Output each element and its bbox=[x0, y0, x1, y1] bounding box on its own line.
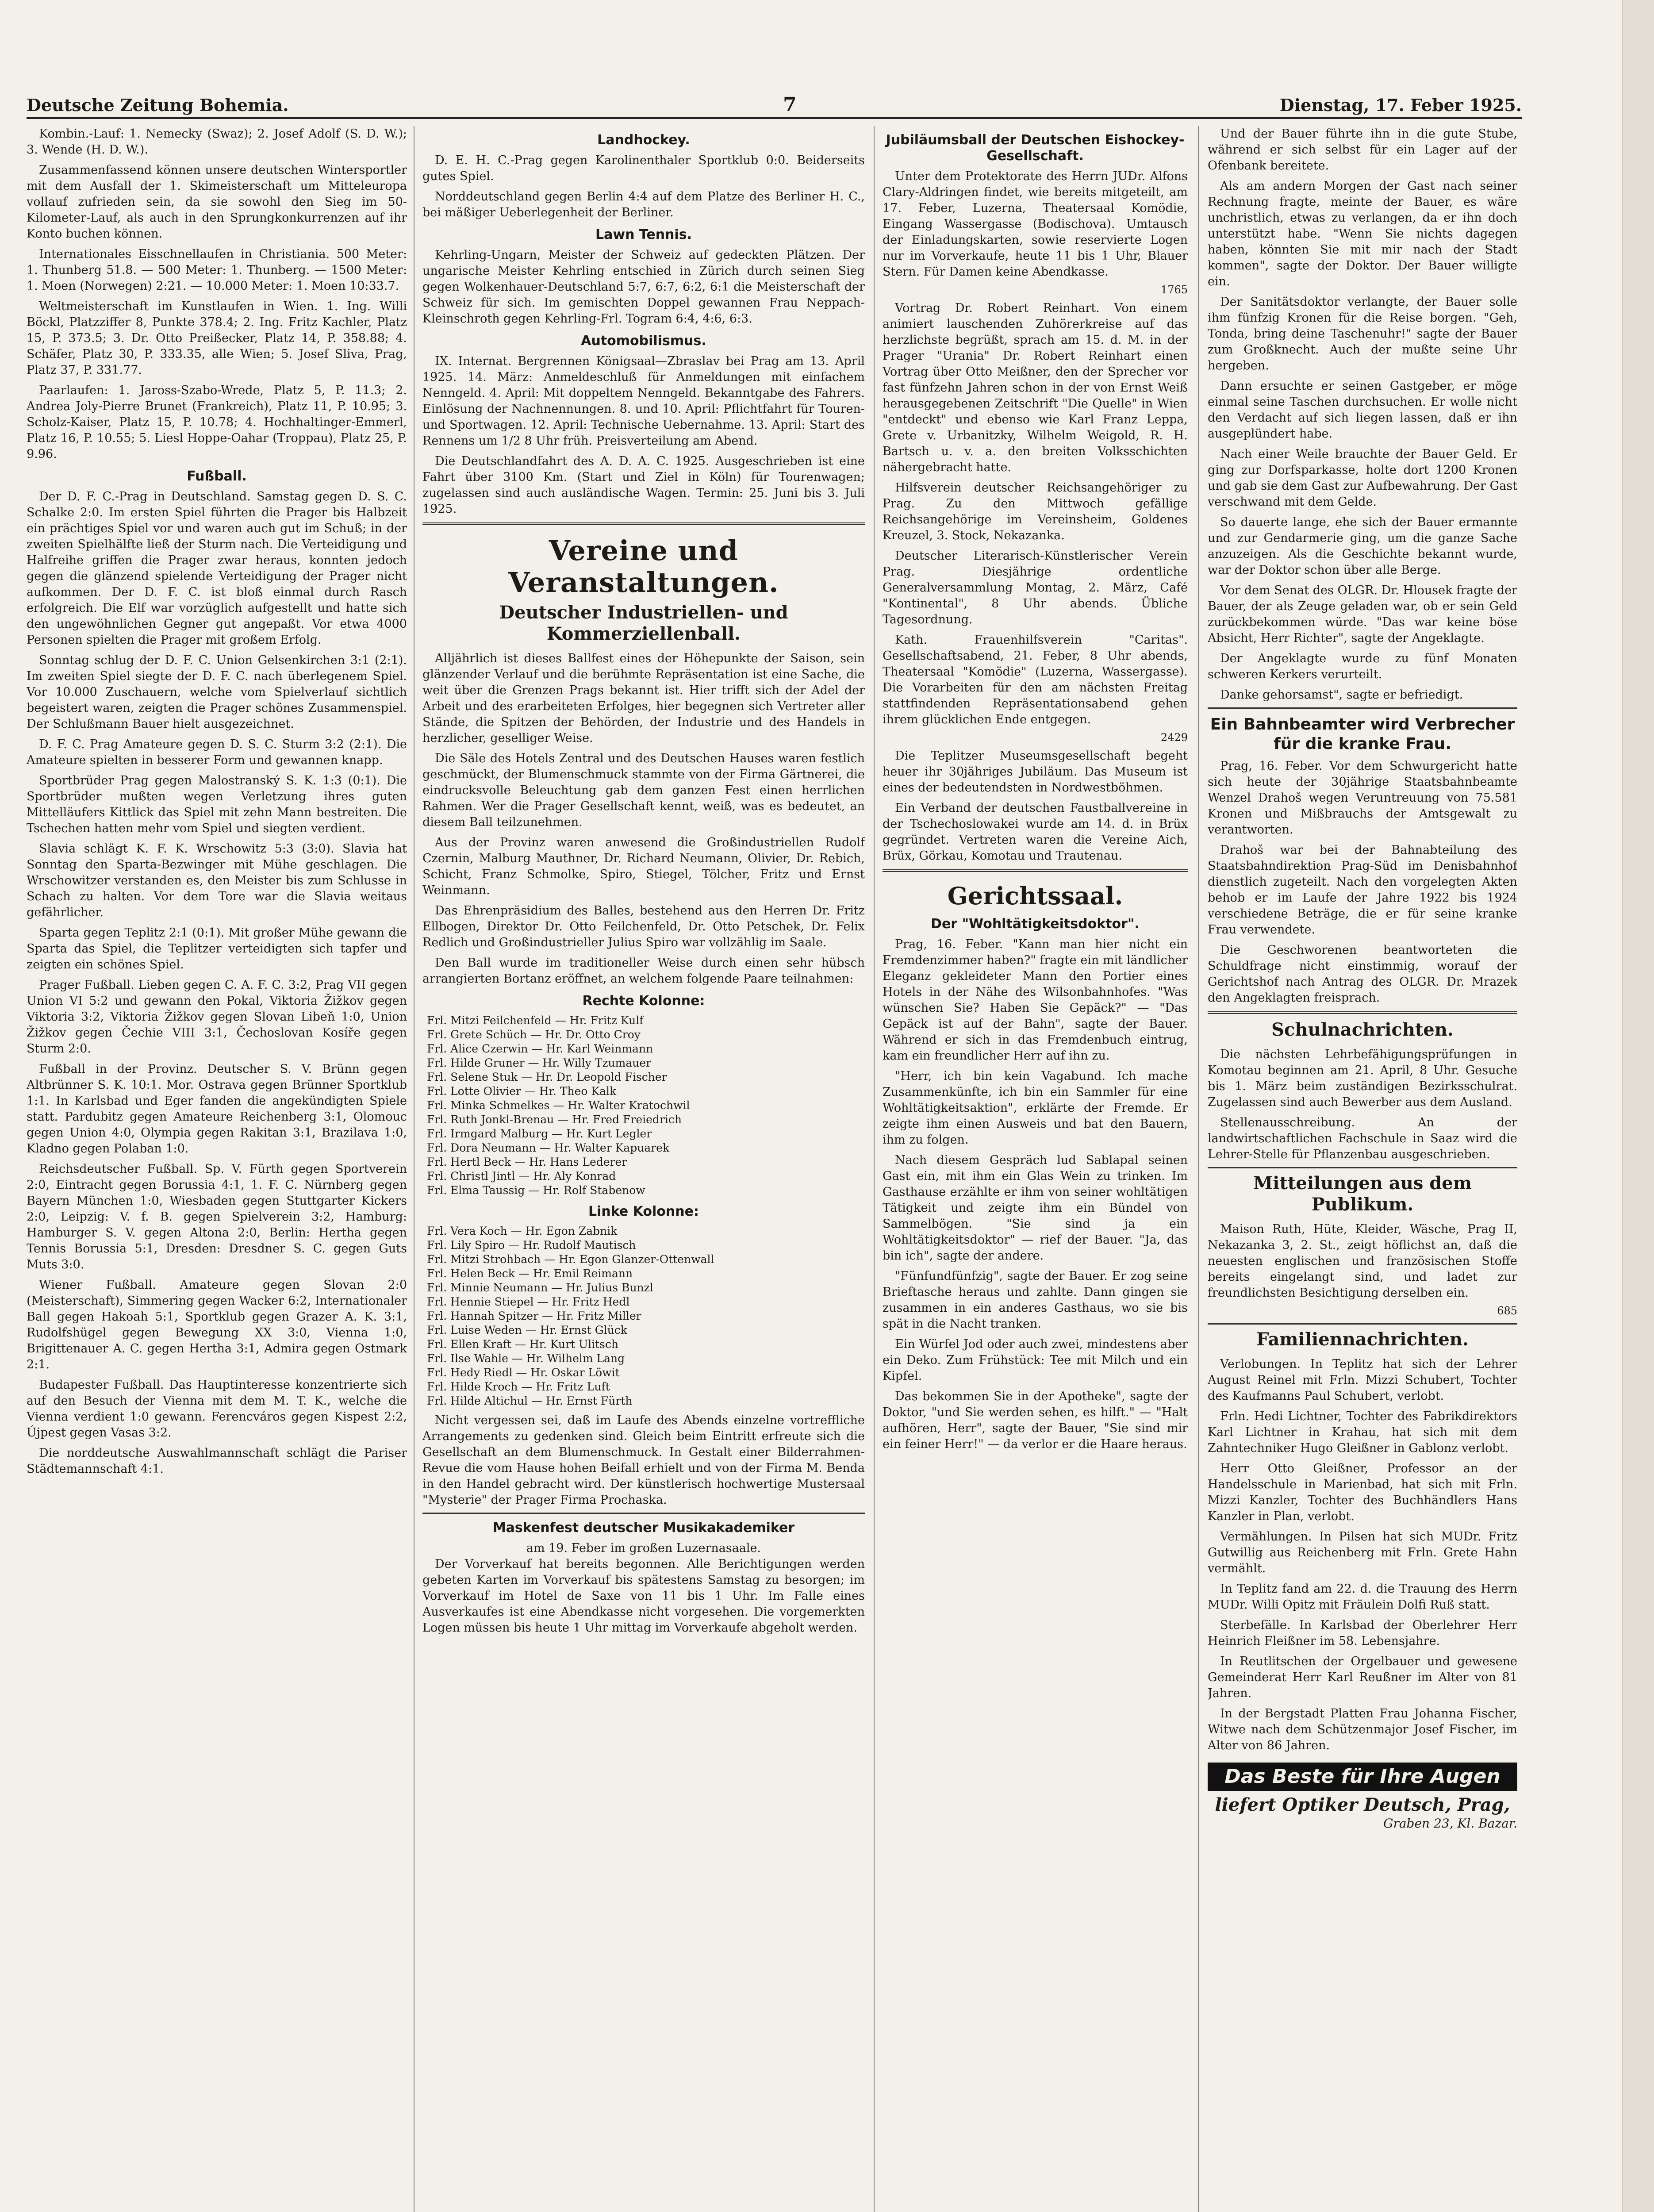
article-paragraph: Das Ehrenpräsidium des Balles, bestehend aus den Herren Dr. Fritz Ellbogen, Direktor Dr. Otto Feilchenfeld, Dr. Otto Petschek, Dr. Felix Redlich und Großindustrieller Julius Spiro war vollzählig im Saale. bbox=[422, 904, 865, 949]
article-paragraph: Wiener Fußball. Amateure gegen Slovan 2:0 (Meisterschaft), Simmering gegen Wacker 6:2, Internationaler Ball gegen Hakoah 5:1, Sportklub gegen Grazer A. K. 3:1, Rudolfshügel gegen Bewegung XX 3:0, Vienna 1:0, Brigittenauer A. C. gegen Hertha 3:1, Admira gegen Ostmark 2:1. bbox=[27, 1278, 407, 1371]
article-paragraph: "Herr, ich bin kein Vagabund. Ich mache Zusammenkünfte, ich bin ein Sammler für eine Wohltätigkeitsaktion", erklärte der Fremde. Er zeigte ihm einen Ausweis und bat den Bauern, ihm zu folgen. bbox=[883, 1069, 1188, 1147]
list-item: Frl. Helen Beck — Hr. Emil Reimann bbox=[427, 1267, 633, 1280]
article-paragraph: Als am andern Morgen der Gast nach seiner Rechnung fragte, meinte der Bauer, es wäre unchristlich, etwas zu verlangen, da er ihn doch unterstützt habe. "Wenn Sie nichts dagegen haben, könnten Sie mit mir nach der Stadt kommen", sagte der Doktor. Der Bauer willigte ein. bbox=[1208, 179, 1517, 288]
article-paragraph: Norddeutschland gegen Berlin 4:4 auf dem Platze des Berliner H. C., bei mäßiger Ueberlegenheit der Berliner. bbox=[422, 190, 865, 219]
column-announcements bbox=[1208, 126, 1517, 2212]
section-divider bbox=[422, 522, 865, 525]
article-paragraph: Die nächsten Lehrbefähigungsprüfungen in Komotau beginnen am 21. April, 8 Uhr. Gesuche bis 1. März beim zuständigen Bezirksschulrat. Zugelassen sind auch Bewerber aus dem Ausland. bbox=[1208, 1048, 1517, 1109]
section-divider bbox=[1208, 1011, 1517, 1014]
list-item: Frl. Dora Neumann — Hr. Walter Kapuarek bbox=[427, 1141, 670, 1154]
article-paragraph: Nach einer Weile brauchte der Bauer Geld. Er ging zur Dorfsparkasse, holte dort 1200 Kronen und gab sie dem Gast zur Aufbewahrung. Der Gast verschwand mit dem Gelde. bbox=[1208, 447, 1517, 509]
section-heading-gerichtssaal: Gerichtssaal. bbox=[947, 882, 1123, 910]
article-paragraph: Der D. F. C.-Prag in Deutschland. Samstag gegen D. S. C. Schalke 2:0. Im ersten Spiel führten die Prager bis Halbzeit ein prächtiges Spiel vor und waren auch gut im Schuß; in der zweiten Spielhälfte ließ der Sturm nach. Die Verteidigung und Halfreihe griffen die Prager zwar heraus, konnten jedoch gegen die glänzend spielende Verteidigung der Prager nicht aufkommen. Der D. F. C. ist bloß einmal durch Rasch erfolgreich. Die Elf war vorzüglich aufgestellt und hatte sich den ungewöhnlichen Gegner gut angepaßt. Vor etwa 4000 Personen spielten die Prager mit großem Erfolg. bbox=[27, 490, 407, 647]
advertisement-paragraph: Maison Ruth, Hüte, Kleider, Wäsche, Prag II, Nekazanka 3, 2. St., zeigt höflichst an, daß die neuesten englischen und französischen Stoffe bereits eingelangt sind, und ladet zur freundlichsten Besichtigung derselben ein. bbox=[1208, 1222, 1517, 1300]
list-heading-rechte: Rechte Kolonne: bbox=[582, 993, 705, 1009]
list-item: Frl. Hilde Kroch — Hr. Fritz Luft bbox=[427, 1380, 610, 1393]
article-headline-ball: Deutscher Industriellen- und Kommerziellenball. bbox=[499, 602, 788, 644]
ad-reference-number: 685 bbox=[1497, 1305, 1517, 1317]
article-paragraph: Die Deutschlandfahrt des A. D. A. C. 1925. Ausgeschrieben ist eine Fahrt über 3100 Km. (Start und Ziel in Köln) für Tourenwagen; zugelassen sind auch ausländische Wagen. Termin: 25. Juni bis 3. Juli 1925. bbox=[422, 454, 865, 516]
list-item: Frl. Ilse Wahle — Hr. Wilhelm Lang bbox=[427, 1352, 625, 1365]
article-subheadline: am 19. Feber im großen Luzernasaale. bbox=[526, 1541, 761, 1555]
article-paragraph: Kath. Frauenhilfsverein "Caritas". Gesellschaftsabend, 21. Feber, 8 Uhr abends, Theatersaal "Komödie" (Luzerna, Wassergasse). Die Vorarbeiten für den am nächsten Freitag stattfindenden Repräsentationsabend gehen ihrem glücklichen Ende entgegen. bbox=[883, 633, 1188, 726]
list-item: Frl. Hannah Spitzer — Hr. Fritz Miller bbox=[427, 1310, 641, 1322]
list-item: Frl. Luise Weden — Hr. Ernst Glück bbox=[427, 1324, 627, 1336]
article-paragraph: Alljährlich ist dieses Ballfest eines der Höhepunkte der Saison, sein glänzender Verlauf und die berühmte Repräsentation ist eine Sache, die weit über die Grenzen Prags bekannt ist. Hier trifft sich der Adel der Arbeit und des erarbeiteten Erfolges, hier begegnen sich Vertreter aller Stände, die Spitzen der Behörden, der Industrie und des Handels in herzlicher, geselliger Weise. bbox=[422, 652, 865, 745]
list-item: Frl. Ellen Kraft — Hr. Kurt Ulitsch bbox=[427, 1338, 619, 1351]
article-paragraph: D. F. C. Prag Amateure gegen D. S. C. Sturm 3:2 (2:1). Die Amateure spielten in besserer Form und gewannen knapp. bbox=[27, 737, 407, 767]
article-paragraph: Vortrag Dr. Robert Reinhart. Von einem animiert lauschenden Zuhörerkreise auf das herzlichste begrüßt, sprach am 15. d. M. in der Prager "Urania" Dr. Robert Reinhart einen Vortrag über Otto Meißner, den der Sprecher vor fast fünfzehn Jahren schon in der von Ernst Weiß herausgegebenen Zeitschrift "Die Quelle" in Wien "entdeckt" und ebenso wie Karl Franz Leppa, Grete v. Urbanitzky, Wilhelm Weigold, R. H. Bartsch u. v. a. den breiten Volksschichten nähergebracht hatte. bbox=[883, 301, 1188, 474]
page-number: 7 bbox=[783, 93, 797, 116]
section-divider bbox=[422, 1513, 865, 1514]
article-paragraph: Ein Verband der deutschen Faustballvereine in der Tschechoslowakei wurde am 14. d. in Brüx gegründet. Vertreten waren die Vereine Aich, Brüx, Görkau, Komotau und Trautenau. bbox=[883, 801, 1188, 863]
article-paragraph: Unter dem Protektorate des Herrn JUDr. Alfons Clary-Aldringen findet, wie bereits mitgeteilt, am 17. Feber, Luzerna, Theatersaal Komödie, Eingang Wassergasse (Bodischova). Umtausch der Einladungskarten, sowie reservierte Logen nur im Vorverkaufe, heute 11 bis 1 Uhr, Blauer Stern. Für Damen keine Abendkasse. bbox=[883, 169, 1188, 279]
article-paragraph: Und der Bauer führte ihn in die gute Stube, während er sich selbst für ein Lager auf der Ofenbank bereitete. bbox=[1208, 127, 1517, 173]
page-header bbox=[27, 91, 1522, 119]
section-divider bbox=[1208, 707, 1517, 709]
article-paragraph: Prag, 16. Feber. Vor dem Schwurgericht hatte sich heute der 30jährige Staatsbahnbeamte Wenzel Drahoš wegen Veruntreuung von 75.581 Kronen und Mißbrauchs der Amtsgewalt zu verantworten. bbox=[1208, 759, 1517, 837]
list-item: Frl. Alice Czerwin — Hr. Karl Weinmann bbox=[427, 1042, 653, 1055]
article-paragraph: Prager Fußball. Lieben gegen C. A. F. C. 3:2, Prag VII gegen Union VI 5:2 und gewann den Pokal, Viktoria Žižkov gegen Viktoria 3:2, Viktoria Žižkov gegen Slovan Libeň 1:0, Union Žižkov gegen Čechie VIII 3:1, Čechoslovan Kosíře gegen Sturm 2:0. bbox=[27, 978, 407, 1056]
list-item: Frl. Mitzi Strohbach — Hr. Egon Glanzer-Ottenwall bbox=[427, 1253, 714, 1266]
article-paragraph: Stellenausschreibung. An der landwirtschaftlichen Fachschule in Saaz wird die Lehrer-Stelle für Pflanzenbau ausgeschrieben. bbox=[1208, 1116, 1517, 1161]
article-paragraph: Das bekommen Sie in der Apotheke", sagte der Doktor, "und Sie werden sehen, es hilft." — "Halt aufhören, Herr", sagte der Bauer, "Sie sind mir ein feiner Herr!" — da verlor er die Haare heraus. bbox=[883, 1390, 1188, 1451]
article-paragraph: Der Vorverkauf hat bereits begonnen. Alle Berichtigungen werden gebeten Karten im Vorverkauf bis spätestens Samstag zu besorgen; im Vorverkauf im Hotel de Saxe von 11 bis 1 Uhr. Im Falle eines Ausverkaufes ist eine Abendkasse nicht vorgesehen. Die vorgemerkten Logen müssen bis heute 1 Uhr mittag im Vorverkaufe abgeholt werden. bbox=[422, 1557, 865, 1635]
article-paragraph: Weltmeisterschaft im Kunstlaufen in Wien. 1. Ing. Willi Böckl, Platzziffer 8, Punkte 378.4; 2. Ing. Fritz Kachler, Platz 15, P. 373.5; 3. Dr. Otto Preißecker, Platz 14, P. 358.88; 4. Schäfer, Platz 30, P. 333.35, alle Wien; 5. Josef Sliva, Prag, Platz 37, P. 331.77. bbox=[27, 300, 407, 377]
section-heading-automobilismus: Automobilismus. bbox=[581, 333, 706, 349]
list-item: Frl. Minka Schmelkes — Hr. Walter Kratochwil bbox=[427, 1099, 690, 1112]
list-item: Frl. Elma Taussig — Hr. Rolf Stabenow bbox=[427, 1184, 645, 1197]
list-item: Frl. Ruth Jonkl-Brenau — Hr. Fred Freiedrich bbox=[427, 1113, 682, 1126]
article-paragraph: Sportbrüder Prag gegen Malostranský S. K. 1:3 (0:1). Die Sportbrüder mußten wegen Verletzung ihres guten Mittelläufers Kittlick das Spiel mit zehn Mann bestreiten. Die Tschechen hatten mehr vom Spiel und siegten verdient. bbox=[27, 774, 407, 835]
list-item: Frl. Lotte Olivier — Hr. Theo Kalk bbox=[427, 1085, 617, 1098]
article-paragraph: Kehrling-Ungarn, Meister der Schweiz auf gedeckten Plätzen. Der ungarische Meister Kehrling entschied in Zürich durch seinen Sieg gegen Wolkenhauer-Deutschland 5:7, 6:7, 6:2, 6:1 die Meisterschaft der Schweiz für sich. Im gemischten Doppel gewannen Frau Neppach-Kleinschroth gegen Kehrling-Frl. Togram 6:4, 4:6, 6:3. bbox=[422, 248, 865, 326]
article-paragraph: Internationales Eisschnellaufen in Christiania. 500 Meter: 1. Thunberg 51.8. — 500 Meter: 1. Thunberg. — 1500 Meter: 1. Moen (Norwegen) 2:21. — 10.000 Meter: 1. Moen 10:33.7. bbox=[27, 247, 407, 293]
article-paragraph: In der Bergstadt Platten Frau Johanna Fischer, Witwe nach dem Schützenmajor Josef Fischer, im Alter von 86 Jahren. bbox=[1208, 1707, 1517, 1752]
section-heading-tennis: Lawn Tennis. bbox=[595, 227, 692, 242]
article-paragraph: Nicht vergessen sei, daß im Laufe des Abends einzelne vortreffliche Arrangements zu gedenken sind. Gleich beim Eintritt erfreute sich die Gesellschaft an dem Blumenschmuck. In Gestalt einer Bilderrahmen-Revue die vom Hause hohen Beifall erhielt und von der Firma M. Benda in den Handel gebracht wird. Der künstlerisch hochwertige Mustersaal "Mysterie" der Prager Firma Prochaska. bbox=[422, 1413, 865, 1507]
page-margin bbox=[1622, 0, 1654, 2212]
article-paragraph: Nach diesem Gespräch lud Sablapal seinen Gast ein, mit ihm ein Glas Wein zu trinken. Im Gasthause erzählte er ihm von seiner wohltätigen Tätigkeit und zeigte ihm ein Bündel von Sammelbögen. "Sie sind ja ein Wohltätigkeitsdoktor" — rief der Bauer. "Ja, das bin ich", sagte der andere. bbox=[883, 1153, 1188, 1263]
list-item: Frl. Hilde Altichul — Hr. Ernst Fürth bbox=[427, 1394, 633, 1407]
ad-reference-number: 1765 bbox=[1160, 284, 1188, 296]
list-item: Frl. Hilde Gruner — Hr. Willy Tzumauer bbox=[427, 1056, 652, 1069]
article-paragraph: Danke gehorsamst", sagte er befriedigt. bbox=[1220, 688, 1463, 702]
issue-date: Dienstag, 17. Feber 1925. bbox=[1279, 95, 1522, 115]
article-paragraph: Deutscher Literarisch-Künstlerischer Verein Prag. Diesjährige ordentliche Generalversammlung Montag, 2. März, Café "Kontinental", 8 Uhr abends. Übliche Tagesordnung. bbox=[883, 549, 1188, 626]
section-divider bbox=[1208, 1167, 1517, 1168]
article-paragraph: Ein Würfel Jod oder auch zwei, mindestens aber ein Deko. Zum Frühstück: Tee mit Milch und ein Kipfel. bbox=[883, 1337, 1188, 1383]
list-item: Frl. Grete Schüch — Hr. Dr. Otto Croy bbox=[427, 1028, 641, 1041]
article-headline-wohltaetigkeitsdoktor: Der "Wohltätigkeitsdoktor". bbox=[931, 916, 1140, 932]
article-paragraph: Slavia schlägt K. F. K. Wrschowitz 5:3 (3:0). Slavia hat Sonntag den Sparta-Bezwinger mit Mühe geschlagen. Die Wrschowitzer verstanden es, den Meister bis zum Schlusse in Schach zu halten. Vor dem Tore war die Slavia weitaus gefährlicher. bbox=[27, 842, 407, 919]
article-headline-jubilaeumsball: Jubiläumsball der Deutschen Eishockey-Gesellschaft. bbox=[886, 132, 1185, 164]
list-item: Frl. Minnie Neumann — Hr. Julius Bunzl bbox=[427, 1281, 653, 1294]
list-item: Frl. Hertl Beck — Hr. Hans Lederer bbox=[427, 1156, 627, 1168]
section-divider bbox=[883, 869, 1188, 872]
newspaper-name: Deutsche Zeitung Bohemia. bbox=[27, 95, 289, 115]
article-paragraph: Sterbefälle. In Karlsbad der Oberlehrer Herr Heinrich Fleißner im 58. Lebensjahre. bbox=[1208, 1618, 1517, 1648]
column-sports-events bbox=[422, 126, 865, 2212]
article-paragraph: Zusammenfassend können unsere deutschen Wintersportler mit dem Ausfall der 1. Skimeisterschaft um Mitteleuropa vollauf zufrieden sein, da sie sowohl den Sieg im 50-Kilometer-Lauf, als auch in den Sprungkonkurrenzen auf ihr Konto buchen können. bbox=[27, 163, 407, 241]
list-item: Frl. Lily Spiro — Hr. Rudolf Mautisch bbox=[427, 1239, 636, 1252]
list-item: Frl. Christl Jintl — Hr. Aly Konrad bbox=[427, 1170, 616, 1183]
column-sports bbox=[27, 126, 407, 2212]
article-paragraph: Frln. Hedi Lichtner, Tochter des Fabrikdirektors Karl Lichtner in Krahau, hat sich mit dem Zahntechniker Hugo Gleißner in Gablonz verlobt. bbox=[1208, 1409, 1517, 1455]
article-paragraph: Der Angeklagte wurde zu fünf Monaten schweren Kerkers verurteilt. bbox=[1208, 652, 1517, 681]
article-paragraph: Herr Otto Gleißner, Professor an der Handelsschule in Marienbad, hat sich mit Frln. Mizzi Kanzler, Tochter des Buchhändlers Hans Kanzler in Plan, verlobt. bbox=[1208, 1462, 1517, 1523]
column-society-court bbox=[883, 126, 1188, 2212]
optiker-advertisement-banner: Das Beste für Ihre Augen bbox=[1208, 1763, 1517, 1791]
list-item: Frl. Hedy Riedl — Hr. Oskar Löwit bbox=[427, 1366, 620, 1379]
optiker-advertisement-address: Graben 23, Kl. Bazar. bbox=[1383, 1816, 1517, 1831]
article-paragraph: Paarlaufen: 1. Jaross-Szabo-Wrede, Platz 5, P. 11.3; 2. Andrea Joly-Pierre Brunet (Frankreich), Platz 11, P. 10.95; 3. Scholz-Kaiser, Platz 15, P. 10.78; 4. Hochhaltinger-Emmerl, Platz 16, P. 10.55; 5. Liesl Hoppe-Oahar (Troppau), Platz 25, P. 9.96. bbox=[27, 384, 407, 461]
ad-reference-number: 2429 bbox=[1160, 731, 1188, 744]
article-paragraph: Fußball in der Provinz. Deutscher S. V. Brünn gegen Altbrünner S. K. 10:1. Mor. Ostrava gegen Brünner Sportklub 1:1. In Karlsbad und Eger fanden die angekündigten Spiele statt. Pardubitz gegen Amateure Reichenberg 3:1, Olomouc gegen Union 4:0, Olympia gegen Rakitan 3:1, Brazilava 1:0, Kladno gegen Polaban 1:0. bbox=[27, 1062, 407, 1156]
list-heading-linke: Linke Kolonne: bbox=[588, 1204, 699, 1219]
list-item: Frl. Irmgard Malburg — Hr. Kurt Legler bbox=[427, 1127, 652, 1140]
article-paragraph: Hilfsverein deutscher Reichsangehöriger zu Prag. Zu den Mittwoch gefällige Reichsangehörige im Vereinsheim, Goldenes Kreuzel, 3. Stock, Nekazanka. bbox=[883, 481, 1188, 542]
article-paragraph: Kombin.-Lauf: 1. Nemecky (Swaz); 2. Josef Adolf (S. D. W.); 3. Wende (H. D. W.). bbox=[27, 127, 407, 157]
list-item: Frl. Selene Stuk — Hr. Dr. Leopold Fischer bbox=[427, 1071, 667, 1083]
article-paragraph: Verlobungen. In Teplitz hat sich der Lehrer August Reinel mit Frln. Mizzi Schubert, Tochter des Kaufmanns Paul Schubert, verlobt. bbox=[1208, 1357, 1517, 1403]
article-paragraph: Dann ersuchte er seinen Gastgeber, er möge einmal seine Taschen durchsuchen. Er wolle nicht den Verdacht auf sich liegen lassen, daß er ihn ausgeplündert habe. bbox=[1208, 379, 1517, 441]
article-paragraph: IX. Internat. Bergrennen Königsaal—Zbraslav bei Prag am 13. April 1925. 14. März: Anmeldeschluß für Anmeldungen mit einfachem Nenngeld. 4. April: Mit doppeltem Nenngeld. Bekanntgabe des Fahrers. Einlösung der Nachnennungen. 8. und 10. April: Pflichtfahrt für Touren- und Sportwagen. 12. April: Technische Uebernahme. 13. April: Start des Rennens um 1/2 8 Uhr früh. Preisverteilung am Abend. bbox=[422, 354, 865, 448]
section-heading-schulnachrichten: Schulnachrichten. bbox=[1271, 1019, 1454, 1040]
section-heading-publikum: Mitteilungen aus dem Publikum. bbox=[1253, 1173, 1472, 1215]
article-paragraph: Prag, 16. Feber. "Kann man hier nicht ein Fremdenzimmer haben?" fragte ein mit ländlicher Eleganz gekleideter Mann den Portier eines Hotels in der Nähe des Wilsonbahnhofes. "Was wünschen Sie? Haben Sie Gepäck?" — "Das Gepäck ist auf der Bahn", sagte der Bauer. Während er sich in das Fremdenbuch eintrug, kam ein freundlicher Herr auf ihn zu. bbox=[883, 937, 1188, 1063]
section-heading-landhockey: Landhockey. bbox=[597, 132, 690, 148]
article-paragraph: D. E. H. C.-Prag gegen Karolinenthaler Sportklub 0:0. Beiderseits gutes Spiel. bbox=[422, 154, 865, 183]
article-paragraph: Die Teplitzer Museumsgesellschaft begeht heuer ihr 30jähriges Jubiläum. Das Museum ist eines der bedeutendsten in Nordwestböhmen. bbox=[883, 749, 1188, 795]
article-paragraph: So dauerte lange, ehe sich der Bauer ermannte und zur Gendarmerie ging, um die ganze Sache anzuzeigen. Als die Geschichte bekannt wurde, war der Doktor schon über alle Berge. bbox=[1208, 515, 1517, 577]
section-heading-vereine: Vereine und Veranstaltungen. bbox=[508, 534, 779, 599]
column-divider bbox=[1198, 126, 1199, 2212]
article-headline-bahnbeamter: Ein Bahnbeamter wird Verbrecher für die kranke Frau. bbox=[1210, 715, 1515, 753]
list-item: Frl. Mitzi Feilchenfeld — Hr. Fritz Kulf bbox=[427, 1014, 644, 1027]
article-paragraph: Vor dem Senat des OLGR. Dr. Hlousek fragte der Bauer, der als Zeuge geladen war, ob er sein Geld zurückbekommen würde. "Das war keine böse Absicht, Herr Richter", sagte der Angeklagte. bbox=[1208, 584, 1517, 645]
article-paragraph: In Teplitz fand am 22. d. die Trauung des Herrn MUDr. Willi Opitz mit Fräulein Dolfi Ruß statt. bbox=[1208, 1582, 1517, 1612]
optiker-advertisement-text: liefert Optiker Deutsch, Prag, bbox=[1215, 1794, 1510, 1815]
article-paragraph: Die Geschworenen beantworteten die Schuldfrage nicht einstimmig, worauf der Gerichtshof nach Antrag des OLGR. Dr. Mrazek den Angeklagten freisprach. bbox=[1208, 943, 1517, 1005]
article-paragraph: Budapester Fußball. Das Hauptinteresse konzentrierte sich auf den Besuch der Vienna mit dem M. T. K., welche die Vienna verdient 1:0 gewann. Ferencváros gegen Kispest 2:2, Újpest gegen Vasas 3:2. bbox=[27, 1378, 407, 1440]
column-divider bbox=[874, 126, 875, 2212]
article-headline-maskenfest: Maskenfest deutscher Musikakademiker bbox=[492, 1520, 795, 1536]
dancer-list-left bbox=[422, 1224, 865, 1408]
list-item: Frl. Vera Koch — Hr. Egon Zabnik bbox=[427, 1225, 618, 1237]
article-paragraph: Den Ball wurde im traditioneller Weise durch einen sehr hübsch arrangierten Bortanz eröffnet, an welchem folgende Paare teilnahmen: bbox=[422, 956, 865, 986]
article-paragraph: Sonntag schlug der D. F. C. Union Gelsenkirchen 3:1 (2:1). Im zweiten Spiel siegte der D. F. C. nach überlegenem Spiel. Vor 10.000 Zuschauern, welche vom Spielverlauf sichtlich begeistert waren, zeigten die Prager schönes Zusammenspiel. Der Schlußmann Bauer hielt ausgezeichnet. bbox=[27, 653, 407, 731]
section-heading-fussball: Fußball. bbox=[187, 469, 247, 484]
list-item: Frl. Hennie Stiepel — Hr. Fritz Hedl bbox=[427, 1295, 630, 1308]
section-divider bbox=[1208, 1323, 1517, 1325]
article-paragraph: Die Säle des Hotels Zentral und des Deutschen Hauses waren festlich geschmückt, der Blumenschmuck stammte von der Firma Gärtnerei, die eindrucksvolle Beleuchtung gab dem ganzen Fest einen herrlichen Rahmen. Wer die Prager Gesellschaft kennt, weiß, was es bedeutet, an diesem Ball teilzunehmen. bbox=[422, 752, 865, 829]
article-paragraph: Reichsdeutscher Fußball. Sp. V. Fürth gegen Sportverein 2:0, Eintracht gegen Borussia 4:1, 1. F. C. Nürnberg gegen Bayern München 1:0, Wiesbaden gegen Stuttgarter Kickers 2:0, Leipzig: V. f. B. gegen Spielverein 3:2, Hamburg: Hamburger S. V. gegen Altona 2:0, Berlin: Hertha gegen Tennis Borussia 5:1, Dresden: Dresdner S. C. gegen Guts Muts 3:0. bbox=[27, 1162, 407, 1271]
article-paragraph: "Fünfundfünfzig", sagte der Bauer. Er zog seine Brieftasche heraus und zahlte. Dann gingen sie zusammen in ein anderes Gasthaus, wo sie bis spät in die Nacht tranken. bbox=[883, 1269, 1188, 1331]
article-paragraph: Aus der Provinz waren anwesend die Großindustriellen Rudolf Czernin, Malburg Mauthner, Dr. Richard Neumann, Olivier, Dr. Rebich, Schicht, Franz Schmolke, Spiro, Stiegel, Tölcher, Fritz und Ernst Weinmann. bbox=[422, 836, 865, 897]
article-paragraph: In Reutlitschen der Orgelbauer und gewesene Gemeinderat Herr Karl Reußner im Alter von 81 Jahren. bbox=[1208, 1655, 1517, 1700]
article-paragraph: Der Sanitätsdoktor verlangte, der Bauer solle ihm fünfzig Kronen für die Reise borgen. "Geh, Tonda, bring deine Taschenuhr!" sagte der Bauer zum Großknecht. Auch der mußte seine Uhr hergeben. bbox=[1208, 295, 1517, 373]
article-paragraph: Sparta gegen Teplitz 2:1 (0:1). Mit großer Mühe gewann die Sparta das Spiel, die Teplitzer verteidigten sich tapfer und zeigten ein schönes Spiel. bbox=[27, 926, 407, 972]
article-paragraph: Vermählungen. In Pilsen hat sich MUDr. Fritz Gutwillig aus Reichenberg mit Frln. Grete Hahn vermählt. bbox=[1208, 1530, 1517, 1575]
article-paragraph: Die norddeutsche Auswahlmannschaft schlägt die Pariser Städtemannschaft 4:1. bbox=[27, 1446, 407, 1476]
dancer-list-right bbox=[422, 1014, 865, 1198]
article-paragraph: Drahoš war bei der Bahnabteilung des Staatsbahndirektion Prag-Süd im Denisbahnhof dienstlich zugeteilt. Nach den vorgelegten Akten behob er im Laufe der Jahre 1922 bis 1924 verschiedene Beträge, die er für seine kranke Frau verwendete. bbox=[1208, 843, 1517, 937]
section-heading-familiennachrichten: Familiennachrichten. bbox=[1256, 1329, 1469, 1350]
